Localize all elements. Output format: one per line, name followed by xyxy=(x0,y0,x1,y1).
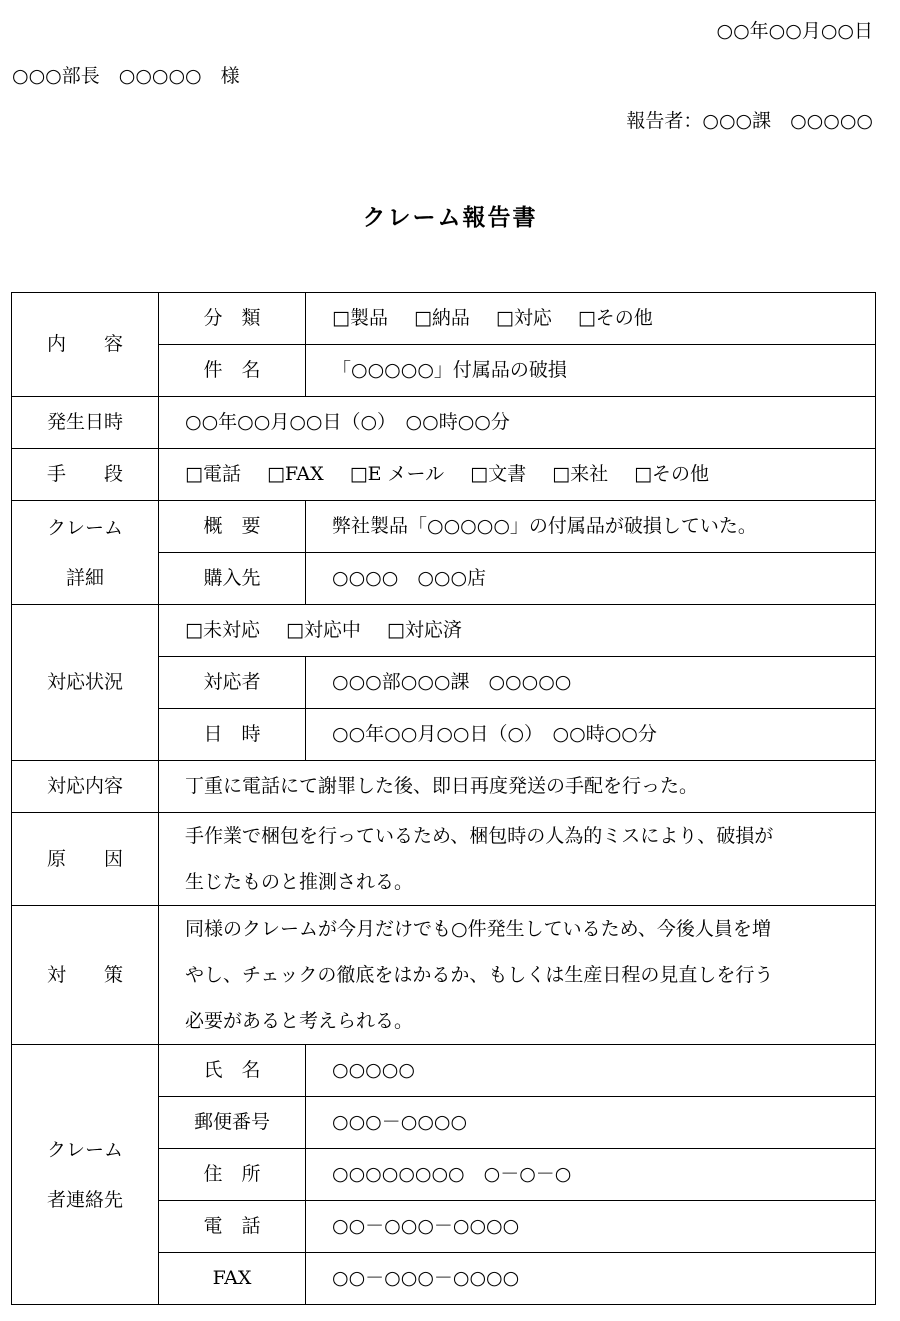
contact-postal-value: ○○○－○○○○ xyxy=(306,1097,876,1149)
status-options-row xyxy=(12,605,876,657)
occurrence-value: ○○年○○月○○日（○） ○○時○○分 xyxy=(159,397,876,449)
means-option-document[interactable]: □文書 xyxy=(470,463,527,486)
subject-value: 「○○○○○」付属品の破損 xyxy=(306,345,876,397)
claim-detail-label-line2: 詳細 xyxy=(65,566,104,589)
purchase-value: ○○○○ ○○○店 xyxy=(306,553,876,605)
means-option-phone[interactable]: □電話 xyxy=(185,463,241,486)
classification-option-service[interactable]: □対応 xyxy=(495,307,552,330)
countermeasure-line-1: 同様のクレームが今月だけでも○件発生しているため、今後人員を増 xyxy=(185,918,771,940)
classification-option-product[interactable]: □製品 xyxy=(332,307,388,330)
handling-datetime-label: 日 時 xyxy=(159,709,306,761)
classification-option-delivery[interactable]: □納品 xyxy=(413,307,470,330)
contact-label xyxy=(12,1045,159,1305)
means-option-visit[interactable]: □来社 xyxy=(552,463,609,486)
cause-text xyxy=(159,813,876,906)
response-row xyxy=(12,761,876,813)
status-option-unhandled[interactable]: □未対応 xyxy=(185,619,260,642)
report-date: ○○年○○月○○日 xyxy=(716,20,873,42)
contact-label-line2: 者連絡先 xyxy=(46,1188,123,1211)
countermeasure-line-2: やし、チェックの徹底をはかるか、もしくは生産日程の見直しを行う xyxy=(185,964,774,986)
countermeasure-text xyxy=(159,906,876,1045)
contact-fax-value: ○○－○○○－○○○○ xyxy=(306,1253,876,1305)
classification-label: 分 類 xyxy=(159,293,306,345)
cause-row xyxy=(12,813,876,906)
countermeasure-row xyxy=(12,906,876,1045)
claim-detail-label xyxy=(12,501,159,605)
contact-fax-label: FAX xyxy=(159,1253,306,1305)
response-value: 丁重に電話にて謝罪した後、即日再度発送の手配を行った。 xyxy=(159,761,876,813)
means-option-other[interactable]: □その他 xyxy=(634,463,710,486)
contact-name-value: ○○○○○ xyxy=(306,1045,876,1097)
cause-line-2: 生じたものと推測される。 xyxy=(185,871,414,893)
contact-postal-label: 郵便番号 xyxy=(159,1097,306,1149)
classification-options xyxy=(306,293,876,345)
status-label: 対応状況 xyxy=(12,605,159,761)
claim-detail-label-line1: クレーム xyxy=(46,516,123,539)
summary-value: 弊社製品「○○○○○」の付属品が破損していた。 xyxy=(306,501,876,553)
contact-phone-label: 電 話 xyxy=(159,1201,306,1253)
claim-report-table xyxy=(11,292,876,1305)
recipient: ○○○部長 ○○○○○ 様 xyxy=(12,65,240,87)
occurrence-row xyxy=(12,397,876,449)
countermeasure-label: 対 策 xyxy=(12,906,159,1045)
means-label: 手 段 xyxy=(12,449,159,501)
means-options xyxy=(159,449,876,501)
contact-name-row xyxy=(12,1045,876,1097)
status-options xyxy=(159,605,876,657)
occurrence-label: 発生日時 xyxy=(12,397,159,449)
response-label: 対応内容 xyxy=(12,761,159,813)
contact-phone-value: ○○－○○○－○○○○ xyxy=(306,1201,876,1253)
summary-label: 概 要 xyxy=(159,501,306,553)
handler-value: ○○○部○○○課 ○○○○○ xyxy=(306,657,876,709)
status-option-in-progress[interactable]: □対応中 xyxy=(285,619,361,642)
handler-label: 対応者 xyxy=(159,657,306,709)
document-title: クレーム報告書 xyxy=(362,204,538,231)
subject-label: 件 名 xyxy=(159,345,306,397)
content-label: 内 容 xyxy=(12,293,159,397)
means-option-email[interactable]: □E メール xyxy=(349,463,445,486)
countermeasure-line-3: 必要があると考えられる。 xyxy=(185,1010,414,1032)
summary-row xyxy=(12,501,876,553)
reporter: 報告者：○○○課 ○○○○○ xyxy=(626,110,873,132)
handling-datetime-value: ○○年○○月○○日（○） ○○時○○分 xyxy=(306,709,876,761)
classification-option-other[interactable]: □その他 xyxy=(577,307,653,330)
cause-label: 原 因 xyxy=(12,813,159,906)
classification-row xyxy=(12,293,876,345)
contact-address-value: ○○○○○○○○ ○－○－○ xyxy=(306,1149,876,1201)
cause-line-1: 手作業で梱包を行っているため、梱包時の人為的ミスにより、破損が xyxy=(185,825,774,847)
purchase-label: 購入先 xyxy=(159,553,306,605)
means-option-fax[interactable]: □FAX xyxy=(266,463,324,486)
means-row xyxy=(12,449,876,501)
contact-name-label: 氏 名 xyxy=(159,1045,306,1097)
contact-address-label: 住 所 xyxy=(159,1149,306,1201)
contact-label-line1: クレーム xyxy=(46,1138,123,1161)
status-option-done[interactable]: □対応済 xyxy=(386,619,462,642)
